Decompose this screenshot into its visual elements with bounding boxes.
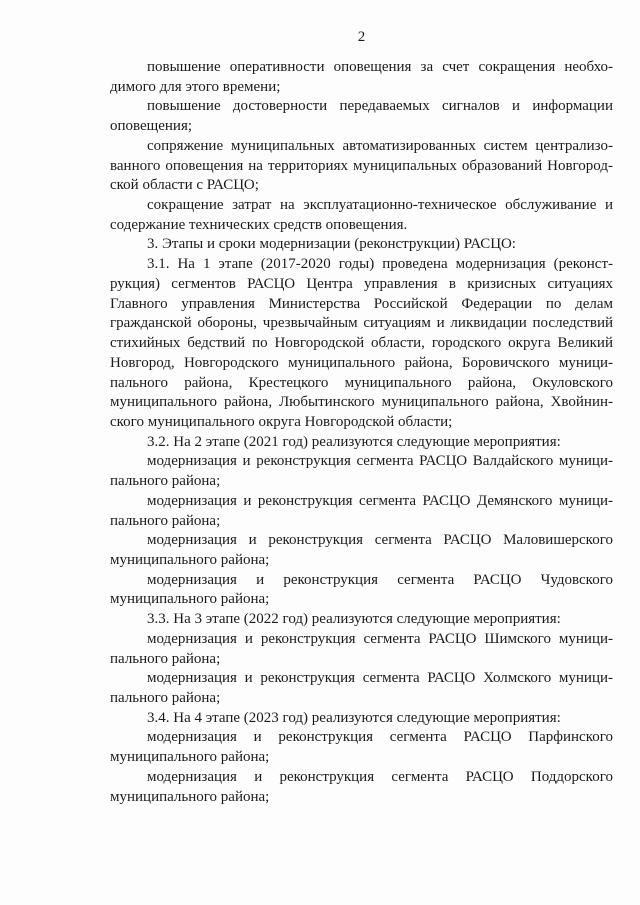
paragraph-line: 3. Этапы и сроки модернизации (реконструкции) РАСЦО: — [147, 236, 516, 253]
paragraph-line: повышение оперативности оповещения за счет сокращения необхо- — [147, 59, 613, 75]
paragraph-line: сокращение затрат на эксплуатационно-техническое обслуживание и — [147, 197, 613, 214]
paragraph-line: модернизация и реконструкция сегмента РАСЦО Демянского муници- — [147, 492, 613, 509]
paragraph-line: модернизация и реконструкция сегмента РАСЦО Шимского муници- — [147, 630, 613, 647]
paragraph — [110, 630, 613, 669]
paragraph — [110, 492, 613, 531]
paragraph-line: димого для этого времени; — [110, 78, 281, 95]
paragraph-line: пального района; — [110, 650, 221, 667]
paragraph — [110, 255, 613, 432]
paragraph-line: муниципального района, Любытинского муниципального района, Хвойнин- — [110, 394, 613, 411]
paragraph-line: стихийных бедствий по Новгородской области, городского округа Великий — [110, 335, 613, 352]
paragraph — [110, 610, 613, 630]
paragraph — [110, 97, 613, 136]
paragraph-line: модернизация и реконструкция сегмента РАСЦО Парфинского — [147, 729, 613, 746]
page-number: 2 — [357, 29, 366, 45]
paragraph-line: рукция) сегментов РАСЦО Центра управления в кризисных ситуациях — [110, 275, 613, 292]
paragraph-line: модернизация и реконструкция сегмента РАСЦО Валдайского муници- — [147, 453, 613, 470]
paragraph — [110, 709, 613, 729]
paragraph-line: муниципального района; — [110, 591, 270, 608]
paragraph-line: модернизация и реконструкция сегмента РАСЦО Маловишерского — [147, 532, 613, 549]
paragraph-line: модернизация и реконструкция сегмента РАСЦО Поддорского — [147, 768, 613, 785]
paragraph-line: ского муниципального округа Новгородской области; — [110, 413, 453, 430]
paragraph — [110, 58, 613, 97]
paragraph — [110, 571, 613, 610]
paragraph-line: 3.1. На 1 этапе (2017-2020 годы) проведена модернизация (реконст- — [147, 256, 613, 273]
paragraph — [110, 137, 613, 196]
paragraph-line: повышение достоверности передаваемых сигналов и информации — [147, 98, 613, 115]
paragraph-line: оповещения; — [110, 118, 193, 135]
paragraph-line: муниципального района; — [110, 788, 270, 805]
paragraph-line: сопряжение муниципальных автоматизированных систем централизо- — [147, 137, 613, 154]
paragraph — [110, 728, 613, 767]
paragraph-line: модернизация и реконструкция сегмента РАСЦО Холмского муници- — [147, 670, 613, 687]
paragraph-line: 3.4. На 4 этапе (2023 год) реализуются следующие мероприятия: — [147, 709, 561, 726]
paragraph-line: 3.3. На 3 этапе (2022 год) реализуются следующие мероприятия: — [147, 611, 561, 628]
paragraph-line: Новгород, Новгородского муниципального района, Боровичского муници- — [110, 354, 613, 371]
paragraph — [110, 235, 613, 255]
document-body — [110, 58, 613, 807]
paragraph-line: пального района; — [110, 512, 221, 529]
paragraph-line: модернизация и реконструкция сегмента РАСЦО Чудовского — [147, 571, 613, 588]
paragraph — [110, 196, 613, 235]
paragraph — [110, 433, 613, 453]
paragraph-line: пального района; — [110, 473, 221, 490]
paragraph — [110, 452, 613, 491]
paragraph-line: Главного управления Министерства Российской Федерации по делам — [110, 295, 613, 312]
paragraph-line: муниципального района; — [110, 551, 270, 568]
paragraph-line: пального района; — [110, 690, 221, 706]
paragraph-line: ской области с РАСЦО; — [110, 177, 259, 194]
paragraph — [110, 768, 613, 807]
paragraph — [110, 531, 613, 570]
paragraph-line: содержание технических средств оповещения. — [110, 216, 408, 233]
paragraph-line: ванного оповещения на территориях муниципальных образований Новгород- — [110, 157, 613, 174]
paragraph-line: гражданской обороны, чрезвычайным ситуациям и ликвидации последствий — [110, 315, 613, 332]
paragraph — [110, 669, 613, 708]
paragraph-line: 3.2. На 2 этапе (2021 год) реализуются следующие мероприятия: — [147, 433, 561, 450]
paragraph-line: пального района, Крестецкого муниципального района, Окуловского — [110, 374, 613, 391]
paragraph-line: муниципального района; — [110, 749, 270, 766]
